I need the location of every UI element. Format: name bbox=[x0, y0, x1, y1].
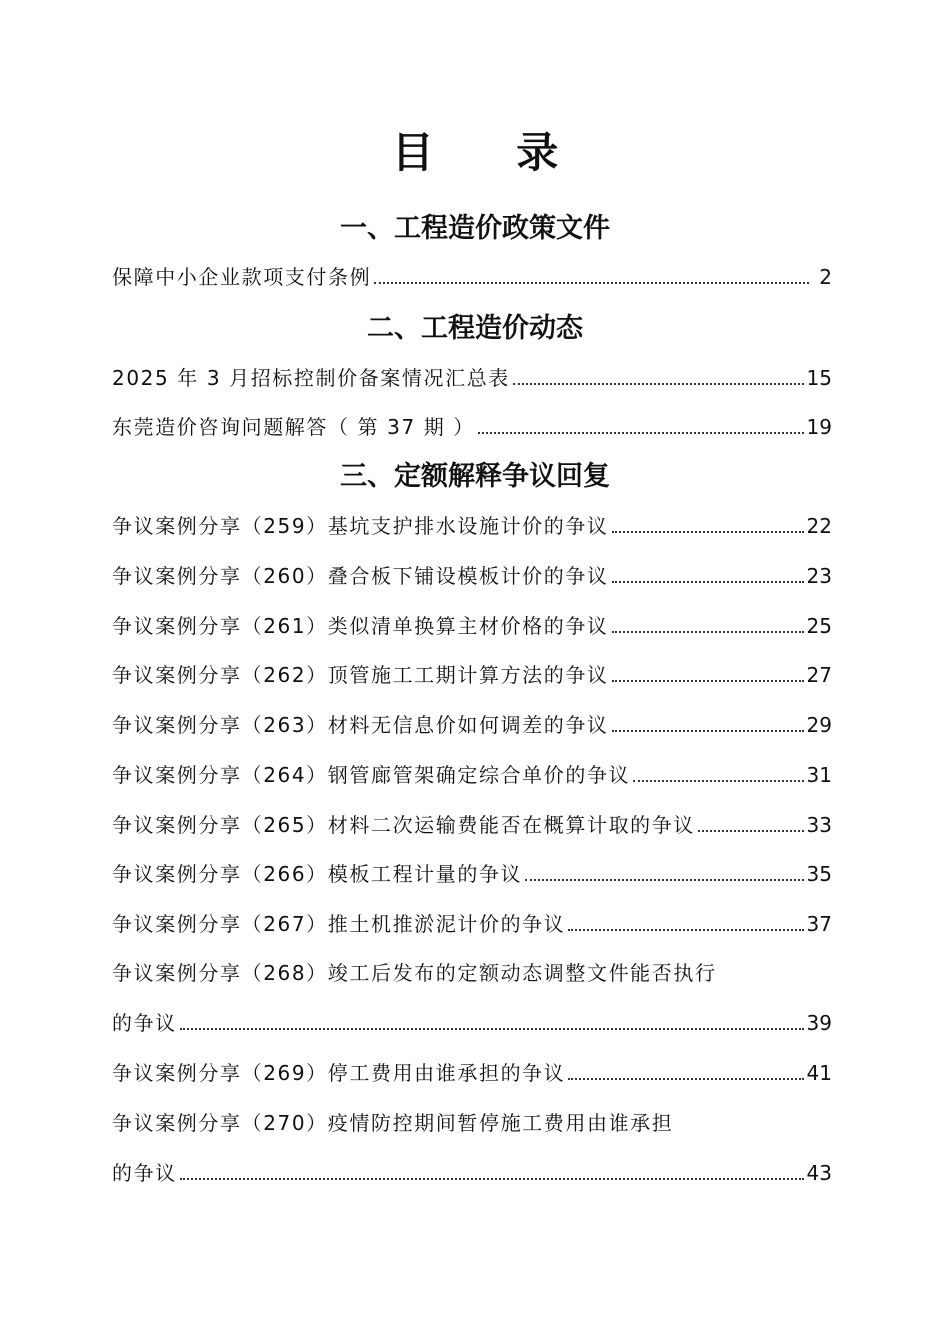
toc-entry-continuation: 的争议 bbox=[112, 1011, 177, 1035]
dot-leader bbox=[698, 830, 804, 832]
dot-leader bbox=[513, 383, 804, 385]
toc-entry-page: 37 bbox=[806, 912, 832, 936]
dot-leader bbox=[633, 780, 803, 782]
toc-entry[interactable] bbox=[112, 710, 832, 740]
toc-entry[interactable] bbox=[112, 511, 832, 541]
toc-entry-title: 争议案例分享（267）推土机推淤泥计价的争议 bbox=[112, 912, 566, 936]
toc-entry-title: 争议案例分享（269）停工费用由谁承担的争议 bbox=[112, 1061, 566, 1085]
toc-entry[interactable] bbox=[112, 1158, 832, 1188]
toc-entry-page: 41 bbox=[806, 1061, 832, 1085]
toc-entry-title: 保障中小企业款项支付条例 bbox=[112, 265, 372, 289]
dot-leader bbox=[180, 1178, 804, 1180]
toc-entry-page: 25 bbox=[806, 614, 832, 638]
toc-entry-title: 争议案例分享（266）模板工程计量的争议 bbox=[112, 862, 523, 886]
toc-entry-title[interactable]: 争议案例分享（268）竣工后发布的定额动态调整文件能否执行 bbox=[112, 961, 717, 985]
toc-entry[interactable] bbox=[112, 810, 832, 840]
toc-entry-title[interactable]: 争议案例分享（270）疫情防控期间暂停施工费用由谁承担 bbox=[112, 1111, 674, 1135]
toc-entry[interactable] bbox=[112, 1008, 832, 1038]
dot-leader bbox=[478, 432, 804, 434]
toc-entry-title: 争议案例分享（264）钢管廊管架确定综合单价的争议 bbox=[112, 763, 631, 787]
toc-entry[interactable] bbox=[112, 611, 832, 641]
dot-leader bbox=[525, 879, 803, 881]
toc-entry-page: 33 bbox=[806, 813, 832, 837]
section-heading-policy: 一、工程造价政策文件 bbox=[340, 213, 610, 244]
dot-leader bbox=[568, 1078, 803, 1080]
dot-leader bbox=[612, 531, 804, 533]
toc-entry[interactable] bbox=[112, 660, 832, 690]
toc-entry-page: 23 bbox=[806, 564, 832, 588]
toc-entry-title: 争议案例分享（260）叠合板下铺设模板计价的争议 bbox=[112, 564, 609, 588]
toc-entry-title: 东莞造价咨询问题解答（ 第 37 期 ） bbox=[112, 415, 475, 439]
dot-leader bbox=[374, 282, 809, 284]
toc-entry-page: 39 bbox=[806, 1011, 832, 1035]
toc-entry-page: 15 bbox=[806, 366, 832, 390]
toc-entry-page: 2 bbox=[819, 265, 832, 289]
toc-entry-continuation: 的争议 bbox=[112, 1161, 177, 1185]
toc-entry-page: 43 bbox=[806, 1161, 832, 1185]
section-heading-dynamics: 二、工程造价动态 bbox=[367, 313, 583, 344]
toc-entry[interactable] bbox=[112, 412, 832, 442]
toc-entry-page: 35 bbox=[806, 862, 832, 886]
dot-leader bbox=[612, 680, 804, 682]
toc-entry-page: 27 bbox=[806, 663, 832, 687]
toc-entry[interactable] bbox=[112, 561, 832, 591]
toc-entry[interactable] bbox=[112, 262, 832, 292]
dot-leader bbox=[612, 730, 804, 732]
section-heading-disputes: 三、定额解释争议回复 bbox=[340, 461, 610, 492]
dot-leader bbox=[612, 631, 804, 633]
toc-entry[interactable] bbox=[112, 859, 832, 889]
toc-entry-page: 31 bbox=[806, 763, 832, 787]
toc-entry[interactable] bbox=[112, 760, 832, 790]
toc-entry-title: 争议案例分享（263）材料无信息价如何调差的争议 bbox=[112, 713, 609, 737]
dot-leader bbox=[568, 929, 803, 931]
toc-entry-title: 争议案例分享（265）材料二次运输费能否在概算计取的争议 bbox=[112, 813, 695, 837]
toc-entry-title: 争议案例分享（261）类似清单换算主材价格的争议 bbox=[112, 614, 609, 638]
dot-leader bbox=[180, 1028, 804, 1030]
toc-entry[interactable] bbox=[112, 909, 832, 939]
toc-entry-page: 19 bbox=[806, 415, 832, 439]
dot-leader bbox=[612, 581, 804, 583]
toc-entry-title: 争议案例分享（259）基坑支护排水设施计价的争议 bbox=[112, 514, 609, 538]
toc-entry-page: 22 bbox=[806, 514, 832, 538]
toc-entry-page: 29 bbox=[806, 713, 832, 737]
toc-entry[interactable] bbox=[112, 363, 832, 393]
toc-entry[interactable] bbox=[112, 1058, 832, 1088]
toc-entry-title: 2025 年 3 月招标控制价备案情况汇总表 bbox=[112, 366, 510, 390]
page-title: 目 录 bbox=[391, 128, 593, 177]
toc-entry-title: 争议案例分享（262）顶管施工工期计算方法的争议 bbox=[112, 663, 609, 687]
